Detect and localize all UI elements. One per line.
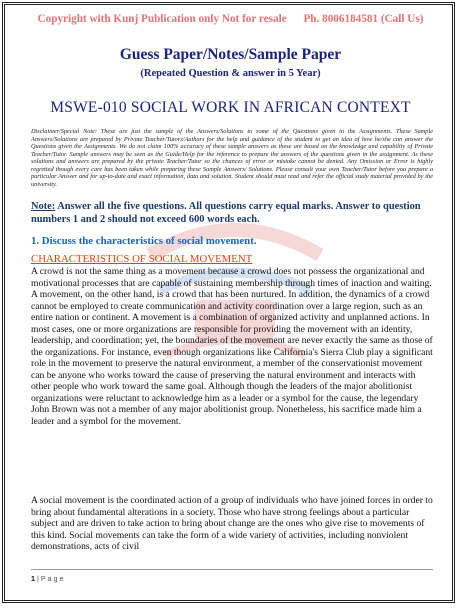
body-paragraph: A crowd is not the same thing as a movement because a crowd does not possess the organizational and motivational processes that are capable of sustaining membership through times of inaction and waiting. A movement, on the other hand, is a crowd that has been nurtured. In addition, the dynamics of a crowd cannot be employed to create communication and activity coordination over a large region, such as an entire nation or continent. A movement is a combination of organized activity and unplanned actions. In most cases, one or more organizations are responsible for providing the movement with an identity, leadership, and coordination; yet, the boundaries of the movement are never exactly the same as those of the organizations. For instance, even though organizations like California's Sierra Club play a significant role in the movement to preserve the natural environment, a member of the conservationist movement can be anyone who works toward the cause of preserving the natural environment and interacts with other people who work toward the same goal. Although though the leaders of the major abolitionist organizations were reluctant to acknowledge him as a leader or a symbol for the cause, the legendary John Brown was not a member of any major abolitionist group. Nonetheless, his sacrifice made him a leader and a symbol for the movement.: [31, 266, 433, 427]
section-heading: CHARACTERISTICS OF SOCIAL MOVEMENT: [31, 253, 253, 265]
body-paragraph: A social movement is the coordinated action of a group of individuals who have joined forces in order to bring about fundamental alterations in a society. Those who have strong feelings about a particular subject and are driven to take action to bring about change are the ones who give rise to movements of this kind. Social movements can take the form of a wide variety of activities, including nonviolent demonstrations, acts of civil: [31, 495, 433, 552]
footer-divider: [31, 569, 433, 570]
footer-separator: |: [35, 574, 41, 583]
page-label: P a g e: [40, 574, 64, 583]
document-title: Guess Paper/Notes/Sample Paper: [119, 46, 342, 63]
phone-text: Ph. 8006184581 (Call Us): [303, 13, 424, 25]
copyright-text: Copyright with Kunj Publication only Not for resale: [37, 13, 287, 25]
copyright-bar: [0, 13, 461, 25]
page-footer: [31, 574, 64, 583]
note-text: Answer all the five questions. All questions carry equal marks. Answer to question numbers 1 and 2 should not exceed 600 words each.: [31, 201, 421, 225]
question-heading: 1. Discuss the characteristics of social movement.: [31, 235, 257, 247]
document-subtitle: (Repeated Question & answer in 5 Year): [140, 68, 321, 79]
disclaimer-text: Disclaimer/Special Note: These are just the sample of the Answers/Solutions to some of the Questions given in the Assignments. These Sample Answers/Solutions are prepared by Private Teacher/Tutors/Authors for the help and guidance of the student to get an idea of how he/she can answer the Questions given the Assignments. We do not claim 100% accuracy of these sample answers as these are based on the knowledge and capability of Private Teacher/Tutor. Sample answers may be seen as the Guide/Help for the reference to prepare the answers of the questions given in the assignment. As these solutions and answers are prepared by the private Teacher/Tutor so the chances of error or mistake cannot be denied. Any Omission or Error is highly regretted though every care has been taken while preparing these Sample Answers/ Solutions. Please consult your own Teacher/Tutor before you prepare a particular Answer and for up-to-date and exact information, data and solution. Student should must read and refer the official study material provided by the university.: [31, 128, 433, 188]
course-title: MSWE-010 SOCIAL WORK IN AFRICAN CONTEXT: [50, 99, 411, 116]
instructions-note: [31, 201, 433, 227]
page-number: 1: [31, 574, 35, 583]
note-label: Note:: [31, 201, 56, 212]
